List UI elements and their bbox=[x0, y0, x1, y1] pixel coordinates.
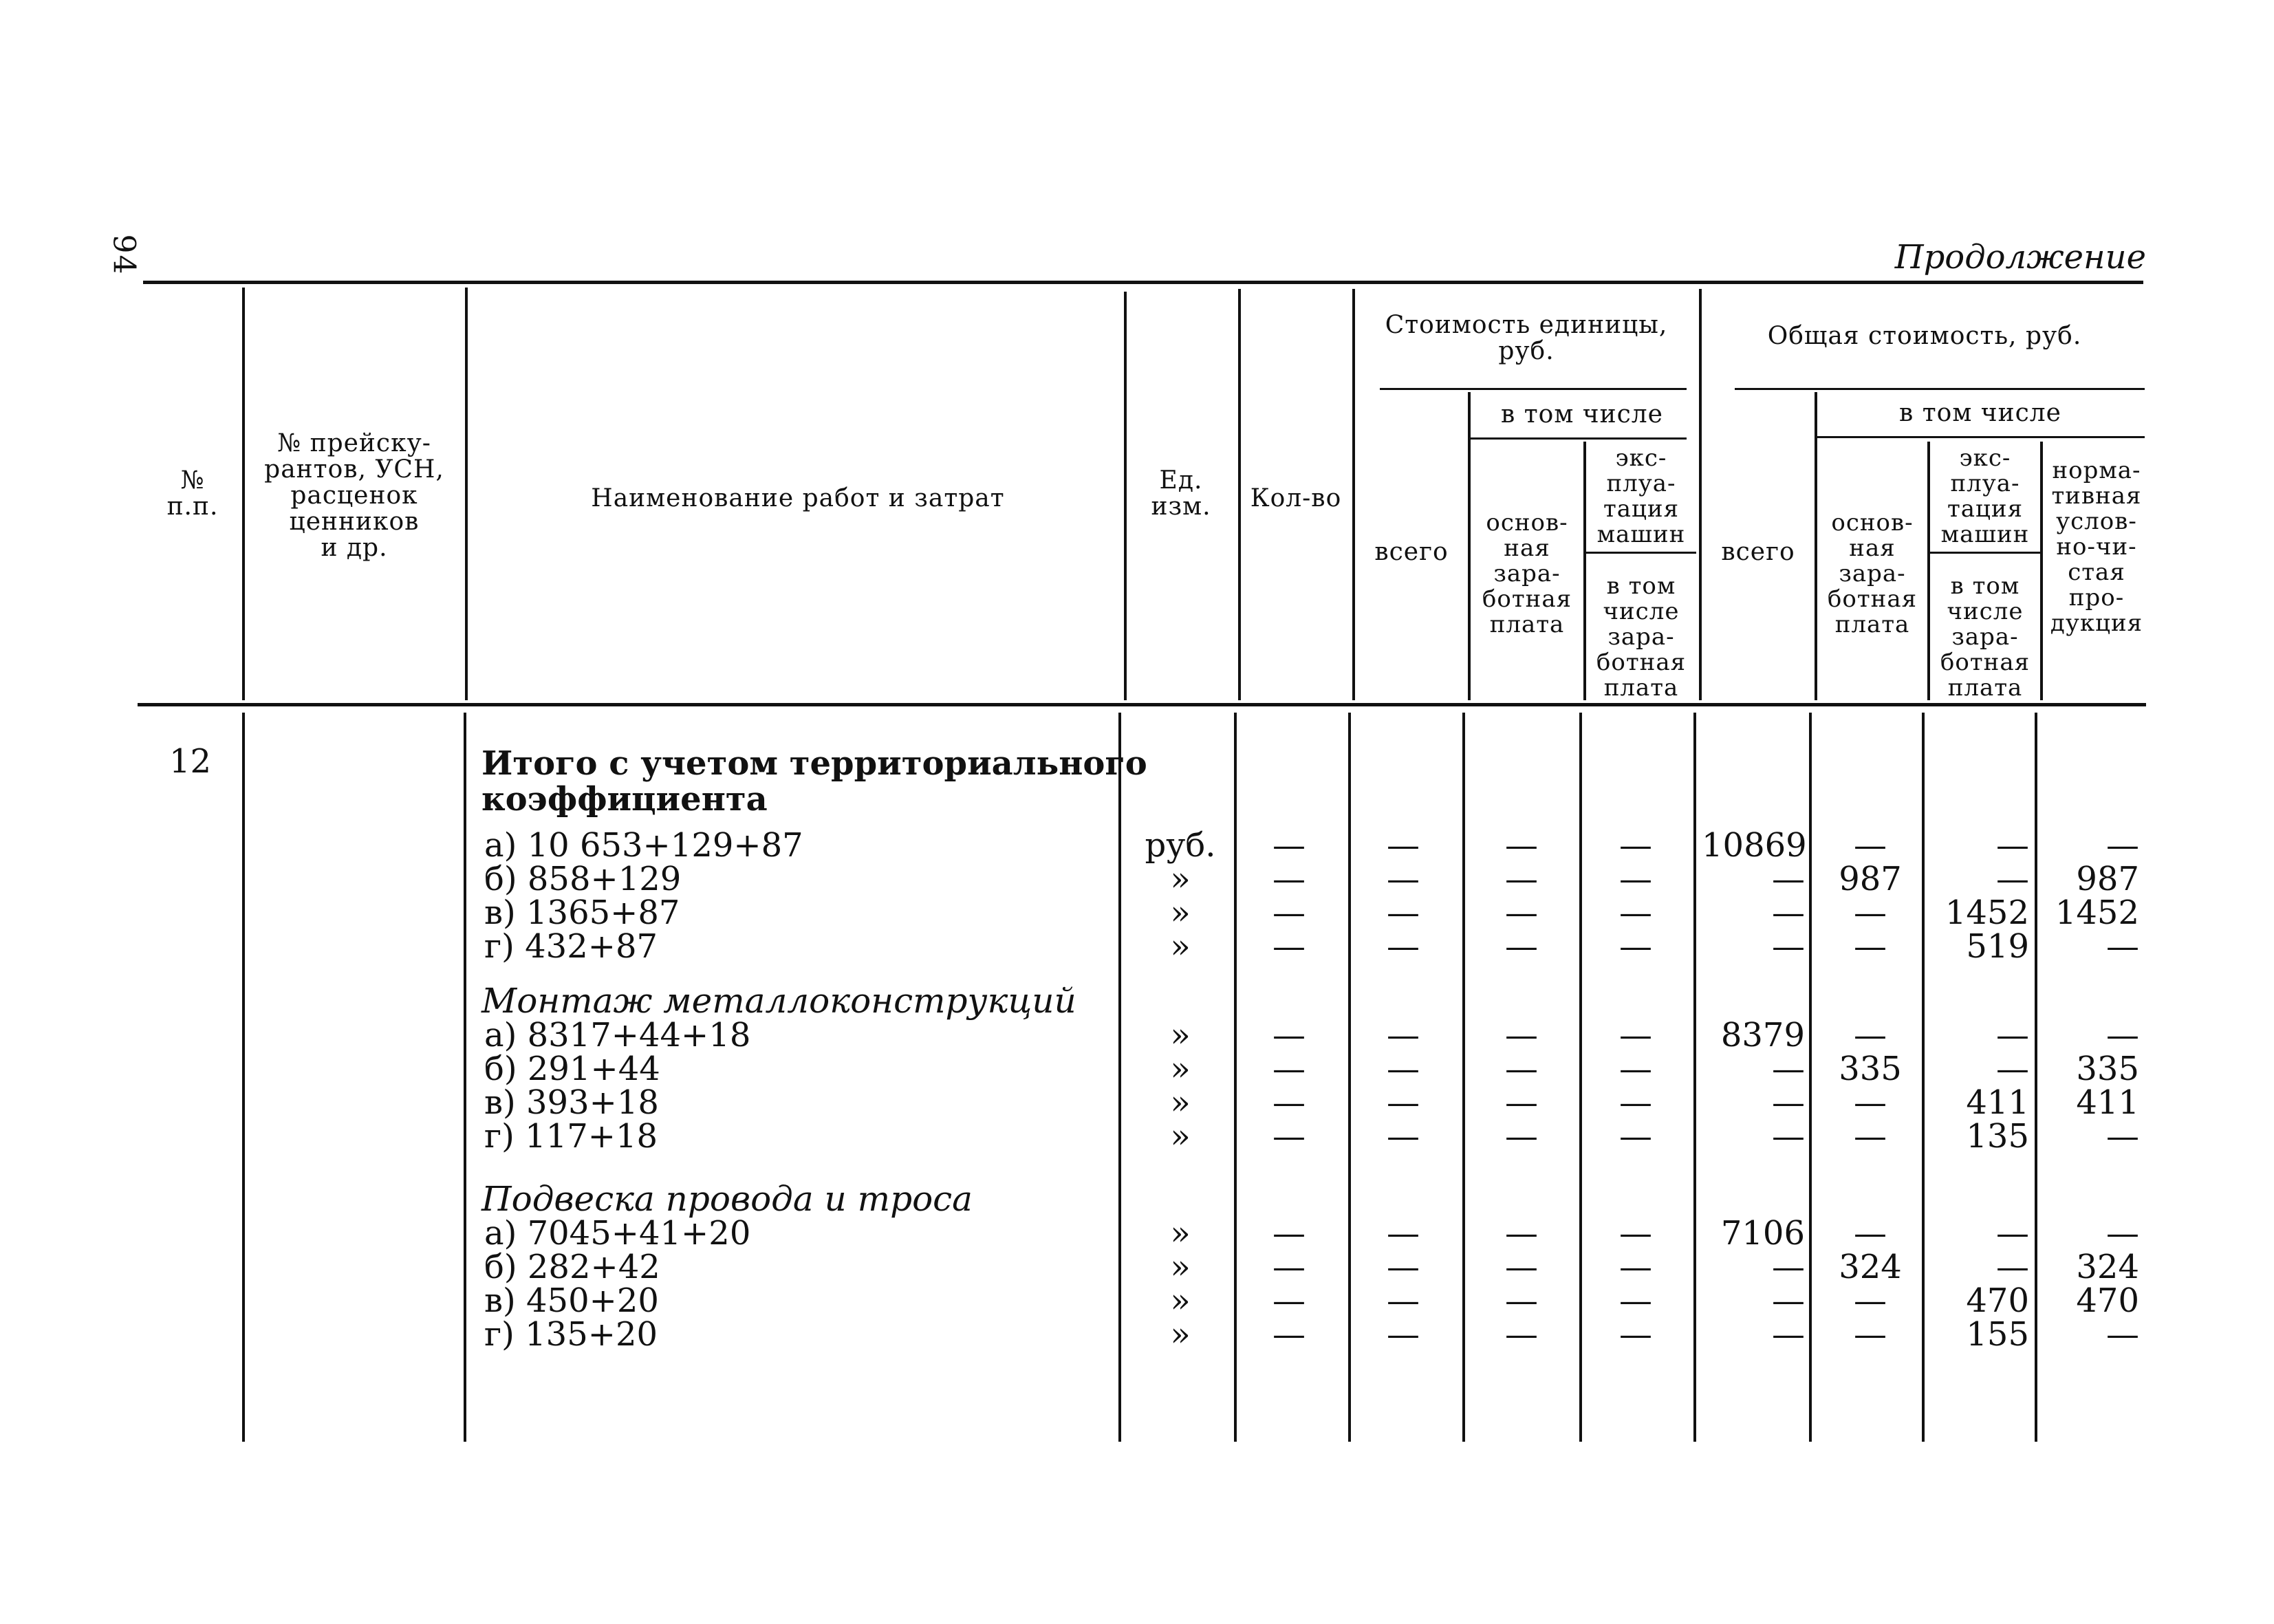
col-rule bbox=[1693, 713, 1696, 1442]
header-machine-wage-2: в том числе зара- ботная плата bbox=[1940, 572, 2031, 702]
machine-wage-value: — bbox=[1996, 860, 2029, 898]
total-cost-value: — bbox=[1772, 1315, 1805, 1354]
header-bottom-rule bbox=[138, 703, 2146, 706]
dash-cell: — bbox=[1619, 826, 1652, 865]
dash-cell: — bbox=[1273, 927, 1306, 966]
machine-wage-value: 135 bbox=[1966, 1117, 2029, 1156]
dash-cell: — bbox=[1505, 826, 1538, 865]
group-title: Монтаж металлоконструкций bbox=[481, 981, 1076, 1021]
col-rule bbox=[1468, 392, 1471, 700]
normative-value: — bbox=[2106, 927, 2139, 966]
header-base-wage-2: основ- ная зара- ботная плата bbox=[1827, 509, 1918, 638]
normative-value: 1452 bbox=[2055, 894, 2139, 932]
base-wage-value: — bbox=[1854, 1117, 1887, 1156]
dash-cell: — bbox=[1387, 1248, 1420, 1286]
col-rule bbox=[1348, 713, 1351, 1442]
row-number: 12 bbox=[169, 742, 212, 781]
dash-cell: — bbox=[1273, 1050, 1306, 1088]
dash-cell: — bbox=[1273, 1248, 1306, 1286]
machine-wage-value: 519 bbox=[1966, 927, 2029, 966]
machine-wage-value: — bbox=[1996, 1016, 2029, 1054]
dash-cell: — bbox=[1273, 894, 1306, 932]
normative-value: — bbox=[2106, 1214, 2139, 1253]
dash-cell: — bbox=[1505, 1083, 1538, 1122]
header-unit: Ед. изм. bbox=[1151, 466, 1211, 521]
col-rule bbox=[1699, 289, 1702, 700]
dash-cell: — bbox=[1387, 1117, 1420, 1156]
machine-wage-value: — bbox=[1996, 1214, 2029, 1253]
dash-cell: — bbox=[1505, 1214, 1538, 1253]
dash-cell: — bbox=[1273, 1117, 1306, 1156]
header-unit-cost: Стоимость единицы, руб. bbox=[1385, 311, 1668, 365]
normative-value: 470 bbox=[2076, 1281, 2139, 1320]
header-quantity: Кол-во bbox=[1250, 484, 1342, 512]
base-wage-value: 987 bbox=[1839, 860, 1902, 898]
dash-cell: — bbox=[1619, 894, 1652, 932]
unit-cost-underline bbox=[1380, 388, 1687, 390]
row-label: г) 117+18 bbox=[484, 1117, 658, 1156]
dash-cell: — bbox=[1387, 1214, 1420, 1253]
base-wage-value: — bbox=[1854, 1016, 1887, 1054]
row-unit: » bbox=[1170, 1050, 1191, 1088]
row-unit: » bbox=[1170, 1315, 1191, 1354]
header-work-name: Наименование работ и затрат bbox=[591, 484, 1005, 512]
header-row-number: № п.п. bbox=[166, 466, 219, 521]
col-rule bbox=[1238, 289, 1241, 700]
total-cost-value: 10869 bbox=[1702, 826, 1807, 865]
row-label: а) 7045+41+20 bbox=[484, 1214, 751, 1253]
total-cost-value: — bbox=[1772, 927, 1805, 966]
machine-wage-value: 1452 bbox=[1945, 894, 2029, 932]
row-label: в) 393+18 bbox=[484, 1083, 659, 1122]
col-rule bbox=[1234, 713, 1237, 1442]
row-unit: » bbox=[1170, 1281, 1191, 1320]
row-unit: » bbox=[1170, 894, 1191, 932]
row-unit: » bbox=[1170, 1016, 1191, 1054]
dash-cell: — bbox=[1273, 1214, 1306, 1253]
dash-cell: — bbox=[1387, 826, 1420, 865]
dash-cell: — bbox=[1619, 860, 1652, 898]
dash-cell: — bbox=[1273, 826, 1306, 865]
machine-wage-value: — bbox=[1996, 826, 2029, 865]
dash-cell: — bbox=[1619, 1117, 1652, 1156]
dash-cell: — bbox=[1505, 1117, 1538, 1156]
normative-value: — bbox=[2106, 1315, 2139, 1354]
header-total-1: всего bbox=[1374, 538, 1449, 566]
machine-wage-value: — bbox=[1996, 1248, 2029, 1286]
dash-cell: — bbox=[1619, 1315, 1652, 1354]
normative-value: — bbox=[2106, 1016, 2139, 1054]
dash-cell: — bbox=[1273, 1083, 1306, 1122]
header-including-1: в том числе bbox=[1501, 400, 1663, 429]
machine-wage-value: — bbox=[1996, 1050, 2029, 1088]
base-wage-value: 335 bbox=[1839, 1050, 1902, 1088]
base-wage-value: — bbox=[1854, 1083, 1887, 1122]
row-unit: » bbox=[1170, 1214, 1191, 1253]
dash-cell: — bbox=[1619, 1281, 1652, 1320]
total-cost-value: — bbox=[1772, 1050, 1805, 1088]
col-rule bbox=[1809, 713, 1812, 1442]
dash-cell: — bbox=[1505, 1016, 1538, 1054]
header-total-2: всего bbox=[1721, 538, 1795, 566]
dash-cell: — bbox=[1619, 927, 1652, 966]
header-machine-1: экс- плуа- тация машин bbox=[1596, 444, 1686, 548]
dash-cell: — bbox=[1387, 860, 1420, 898]
col-rule bbox=[465, 288, 468, 700]
dash-cell: — bbox=[1619, 1214, 1652, 1253]
dash-cell: — bbox=[1273, 860, 1306, 898]
page-number: 94 bbox=[106, 234, 142, 276]
header-base-wage-1: основ- ная зара- ботная плата bbox=[1482, 509, 1572, 638]
base-wage-value: — bbox=[1854, 1214, 1887, 1253]
row-label: б) 858+129 bbox=[484, 860, 682, 898]
col-rule bbox=[1118, 713, 1121, 1442]
dash-cell: — bbox=[1619, 1248, 1652, 1286]
row-unit: » bbox=[1170, 927, 1191, 966]
total-cost-value: — bbox=[1772, 1248, 1805, 1286]
row-label: г) 135+20 bbox=[484, 1315, 658, 1354]
row-label: а) 8317+44+18 bbox=[484, 1016, 751, 1054]
base-wage-value: — bbox=[1854, 894, 1887, 932]
dash-cell: — bbox=[1387, 1281, 1420, 1320]
dash-cell: — bbox=[1387, 927, 1420, 966]
total-cost-value: — bbox=[1772, 1117, 1805, 1156]
base-wage-value: 324 bbox=[1839, 1248, 1902, 1286]
dash-cell: — bbox=[1619, 1050, 1652, 1088]
base-wage-value: — bbox=[1854, 1281, 1887, 1320]
row-label: г) 432+87 bbox=[484, 927, 658, 966]
header-price-list: № прейску- рантов, УСН, расценок ценников и др. bbox=[264, 429, 444, 562]
col-rule bbox=[242, 288, 245, 700]
normative-value: 335 bbox=[2076, 1050, 2139, 1088]
dash-cell: — bbox=[1619, 1016, 1652, 1054]
col-rule bbox=[1922, 713, 1925, 1442]
row-unit: » bbox=[1170, 1248, 1191, 1286]
col-rule bbox=[1352, 289, 1355, 700]
machine-wage-value: 470 bbox=[1966, 1281, 2029, 1320]
base-wage-value: — bbox=[1854, 1315, 1887, 1354]
group-title: Подвеска провода и троса bbox=[481, 1179, 973, 1219]
total-cost-value: — bbox=[1772, 1083, 1805, 1122]
row-label: в) 450+20 bbox=[484, 1281, 659, 1320]
base-wage-value: — bbox=[1854, 927, 1887, 966]
row-label: а) 10 653+129+87 bbox=[484, 826, 803, 865]
incl-underline-2 bbox=[1817, 436, 2145, 438]
row-unit: » bbox=[1170, 860, 1191, 898]
total-cost-value: 7106 bbox=[1720, 1214, 1805, 1253]
continuation-label: Продолжение bbox=[1894, 238, 2146, 277]
col-rule bbox=[1579, 713, 1582, 1442]
dash-cell: — bbox=[1505, 1050, 1538, 1088]
header-including-2: в том числе bbox=[1899, 399, 2061, 427]
machine-underline-1 bbox=[1586, 552, 1696, 554]
col-rule bbox=[464, 713, 466, 1442]
machine-wage-value: 155 bbox=[1966, 1315, 2029, 1354]
dash-cell: — bbox=[1387, 1016, 1420, 1054]
dash-cell: — bbox=[1273, 1281, 1306, 1320]
dash-cell: — bbox=[1273, 1315, 1306, 1354]
col-rule bbox=[242, 713, 245, 1442]
normative-value: — bbox=[2106, 1117, 2139, 1156]
section-title-line-1: Итого с учетом территориального bbox=[481, 744, 1147, 783]
dash-cell: — bbox=[1505, 860, 1538, 898]
total-cost-underline bbox=[1735, 388, 2145, 390]
row-unit: » bbox=[1170, 1117, 1191, 1156]
total-cost-value: — bbox=[1772, 1281, 1805, 1320]
machine-underline-2 bbox=[1930, 552, 2040, 554]
dash-cell: — bbox=[1505, 1315, 1538, 1354]
header-machine-wage-1: в том числе зара- ботная плата bbox=[1596, 572, 1687, 702]
dash-cell: — bbox=[1273, 1016, 1306, 1054]
dash-cell: — bbox=[1505, 1281, 1538, 1320]
top-rule bbox=[143, 281, 2143, 284]
col-rule bbox=[1124, 292, 1127, 700]
normative-value: 987 bbox=[2076, 860, 2139, 898]
dash-cell: — bbox=[1505, 927, 1538, 966]
row-unit: » bbox=[1170, 1083, 1191, 1122]
header-normative: норма- тивная услов- но-чи- стая про- дукция bbox=[2050, 457, 2143, 637]
dash-cell: — bbox=[1505, 894, 1538, 932]
total-cost-value: — bbox=[1772, 894, 1805, 932]
dash-cell: — bbox=[1619, 1083, 1652, 1122]
row-label: в) 1365+87 bbox=[484, 894, 680, 932]
total-cost-value: — bbox=[1772, 860, 1805, 898]
dash-cell: — bbox=[1387, 1050, 1420, 1088]
dash-cell: — bbox=[1387, 894, 1420, 932]
row-unit: руб. bbox=[1145, 826, 1216, 865]
normative-value: 411 bbox=[2076, 1083, 2139, 1122]
machine-wage-value: 411 bbox=[1966, 1083, 2029, 1122]
header-total-cost: Общая стоимость, руб. bbox=[1767, 322, 2082, 350]
dash-cell: — bbox=[1505, 1248, 1538, 1286]
dash-cell: — bbox=[1387, 1083, 1420, 1122]
normative-value: — bbox=[2106, 826, 2139, 865]
normative-value: 324 bbox=[2076, 1248, 2139, 1286]
row-label: б) 291+44 bbox=[484, 1050, 660, 1088]
total-cost-value: 8379 bbox=[1720, 1016, 1805, 1054]
row-label: б) 282+42 bbox=[484, 1248, 660, 1286]
base-wage-value: — bbox=[1854, 826, 1887, 865]
incl-underline-1 bbox=[1471, 437, 1687, 440]
header-machine-2: экс- плуа- тация машин bbox=[1940, 444, 2030, 548]
dash-cell: — bbox=[1387, 1315, 1420, 1354]
section-title-line-2: коэффициента bbox=[481, 780, 768, 819]
col-rule bbox=[1462, 713, 1465, 1442]
